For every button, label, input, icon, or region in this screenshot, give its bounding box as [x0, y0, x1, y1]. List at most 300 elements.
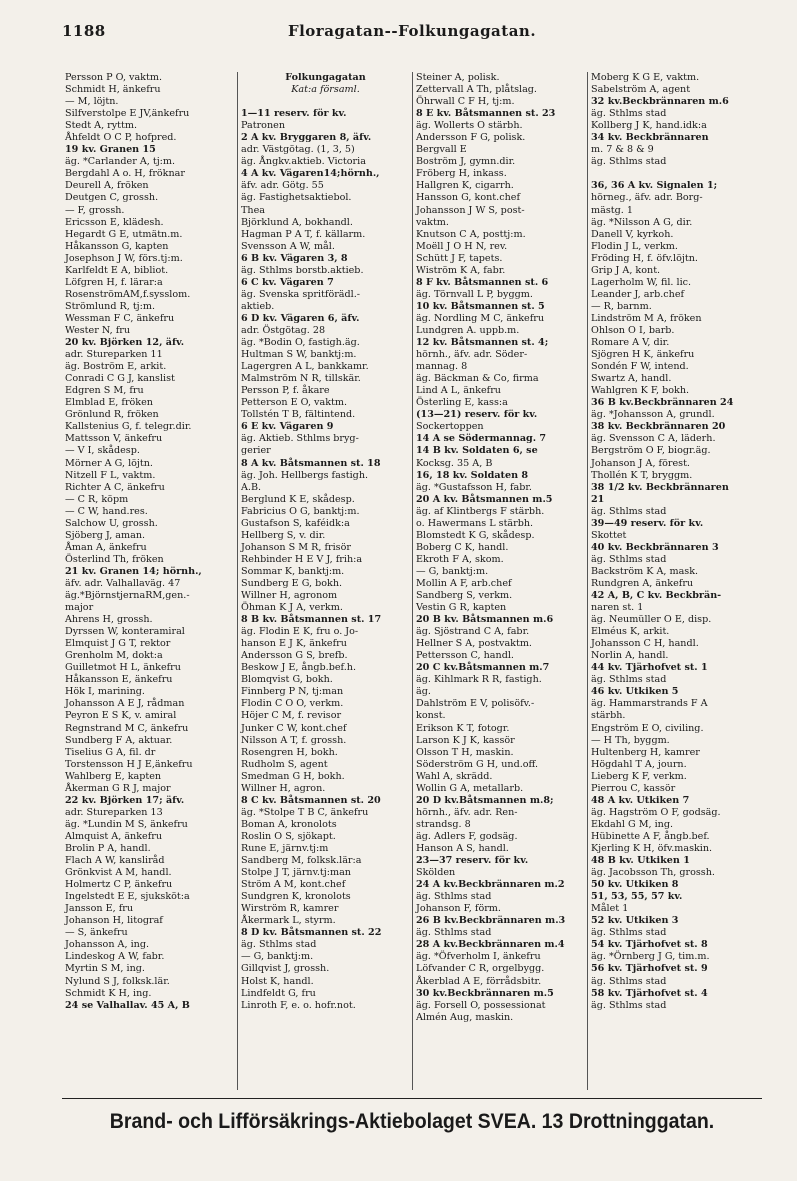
entry-line: Gillqvist J, grossh. [241, 963, 330, 975]
entry-line: Guilletmot H L, änkefru [65, 662, 181, 674]
entry-line: adr. Stureparken 11 [65, 349, 163, 361]
entry-line: Stedt A, ryttm. [65, 120, 138, 132]
entry-line: äg. Bäckman & Co, firma [416, 373, 539, 385]
entry-line: äg. *Öfverholm I, änkefru [416, 951, 541, 963]
entry-line: — F, grossh. [65, 204, 125, 216]
entry-line: 39—49 reserv. för kv. [591, 517, 704, 529]
entry-line: Lieberg K F, verkm. [591, 770, 687, 782]
entry-line: Rundgren A, änkefru [591, 577, 694, 589]
entry-line: Lagergren A L, bankkamr. [241, 361, 369, 373]
entry-line: Vestin G R, kapten [416, 602, 507, 614]
entry-line: äg. Sthlms stad [591, 927, 667, 939]
entry-line: Pierrou C, kassör [591, 782, 676, 794]
entry-line: mannag. 8 [416, 361, 468, 373]
entry-line: Almquist A, änkefru [65, 830, 163, 842]
entry-line: äg. *Örnberg J G, tim.m. [591, 951, 710, 963]
page-header [62, 22, 762, 44]
entry-line: Johanson F, förm. [416, 903, 501, 915]
entry-line: äg. Sthlms stad [416, 927, 492, 939]
entry-line: Wessman F C, änkefru [65, 312, 175, 324]
entry-line: 10 kv. Båtsmannen st. 5 [416, 300, 545, 312]
entry-line: Sandberg M, folksk.lär:a [241, 855, 362, 867]
entry-line: 52 kv. Utkiken 3 [591, 915, 679, 927]
entry-line: äg. Kihlmark R R, fastigh. [416, 674, 542, 686]
entry-line: Nylund S J, folksk.lär. [65, 975, 170, 987]
entry-line: Söderström G H, und.off. [416, 758, 539, 770]
entry-line: Romare A V, dir. [591, 337, 670, 349]
entry-line: Sjöberg J, aman. [65, 529, 146, 541]
entry-line: Berglund K E, skådesp. [241, 493, 355, 505]
entry-line: Sockertoppen [416, 421, 484, 433]
entry-line: 8 F kv. Båtsmannen st. 6 [416, 276, 549, 288]
entry-line: Edgren S M, fru [65, 385, 144, 397]
footer-rule [62, 1098, 762, 1099]
entry-line: Johanson S M R, frisör [241, 541, 351, 553]
entry-line: Löfvander C R, orgelbygg. [416, 963, 545, 975]
entry-line: äg. Sthlms stad [591, 674, 667, 686]
entry-line: 20 A kv. Båtsmannen m.5 [416, 493, 553, 505]
entry-line: Deutgen C, grossh. [65, 192, 159, 204]
entry-line: Johansson C H, handl. [591, 638, 699, 650]
entry-line: Peyron E S K, v. amiral [65, 710, 177, 722]
entry-line: Brolin P A, handl. [65, 843, 151, 854]
entry-line: Almén Aug, maskin. [416, 1011, 514, 1023]
entry-line: Schmidt H, änkefru [65, 84, 161, 96]
entry-line: vaktm. [416, 216, 449, 228]
entry-line: 20 C kv.Båtsmannen m.7 [416, 662, 550, 674]
entry-line: Salchow U, grossh. [65, 517, 158, 529]
entry-line: Hansson G, kont.chef [416, 192, 520, 204]
entry-line: Elmblad E, fröken [65, 397, 153, 409]
entry-line: Andersson G S, brefb. [241, 650, 348, 662]
entry-line: Björklund A, bokhandl. [241, 216, 353, 228]
entry-line: Folkungagatan [285, 72, 366, 83]
entry-line: Karlfeldt E A, bibliot. [65, 264, 169, 276]
column-2 [237, 72, 412, 1090]
entry-line: gerier [241, 445, 271, 457]
entry-line: 6 C kv. Vägaren 7 [241, 276, 334, 288]
entry-line: aktieb. [241, 300, 275, 312]
entry-line: Smedman G H, bokh. [241, 770, 345, 782]
entry-line: 32 kv.Beckbrännaren m.6 [591, 96, 729, 108]
entry-line: Willner H, agron. [241, 782, 326, 794]
entry-line: äg. Hagström O F, godsäg. [591, 806, 721, 818]
entry-line: Nilsson A T, f. grossh. [241, 734, 347, 746]
entry-line: äg. Sthlms stad [591, 553, 667, 565]
entry-line: Linroth F, e. o. hofr.not. [241, 999, 356, 1011]
entry-line: 19 kv. Granen 15 [65, 144, 156, 156]
entry-line: Kollberg J K, hand.idk:a [591, 120, 707, 132]
entry-line: äg. Forsell O, possessionat [416, 999, 546, 1011]
entry-line: äg. *Carlander A, tj:m. [65, 156, 176, 168]
entry-line: 38 kv. Beckbrännaren 20 [591, 421, 726, 433]
entry-line: Conradi C G J, kanslist [65, 373, 175, 385]
entry-line: 44 kv. Tjärhofvet st. 1 [591, 662, 708, 674]
entry-line: m. 7 & 8 & 9 [591, 144, 654, 156]
entry-line: Rehbinder H E V J, frih:a [241, 553, 363, 565]
entry-line: Flodin C O O, verkm. [241, 698, 344, 710]
entry-line: 50 kv. Utkiken 8 [591, 879, 679, 891]
entry-line: Olsson T H, maskin. [416, 746, 514, 758]
entry-line: Österlind Th, fröken [65, 553, 164, 565]
entry-line: Johansson A, ing. [65, 939, 150, 951]
entry-line: äg. Sjöstrand C A, fabr. [416, 626, 530, 638]
entry-line: hörneg., äfv. adr. Borg- [591, 192, 703, 204]
entry-line [591, 168, 760, 180]
entry-line: Leander J, arb.chef [591, 288, 685, 300]
entry-line: Bergström O F, biogr.äg. [591, 445, 711, 457]
entry-line: hörnh., äfv. adr. Söder- [416, 349, 528, 361]
entry-line: 26 B kv.Beckbrännaren m.3 [416, 915, 566, 927]
entry-line: Dahlström E V, polisöfv.- [416, 698, 535, 710]
entry-line: Boberg C K, handl. [416, 541, 509, 553]
entry-line: Bergdahl A o. H, fröknar [65, 168, 185, 180]
entry-line: äg. Sthlms stad [416, 891, 492, 903]
entry-line: Boman A, kronolots [241, 818, 337, 830]
entry-line: Wahlgren K F, bokh. [591, 385, 690, 397]
entry-line: Blomstedt K G, skådesp. [416, 529, 535, 541]
entry-line: äfv. adr. Valhallaväg. 47 [65, 577, 181, 589]
entry-line: 6 E kv. Vägaren 9 [241, 421, 334, 433]
entry-line: äg. Sthlms stad [591, 999, 667, 1011]
entry-line: Elmquist J G T, rektor [65, 638, 171, 650]
entry-line: Thea [241, 204, 265, 216]
entry-line: Johansson A E J, rådman [65, 698, 185, 710]
entry-line: Nitzell F L, vaktm. [65, 469, 156, 481]
entry-line: Hegardt G E, utmätn.m. [65, 228, 183, 240]
entry-line: Ahrens H, grossh. [65, 614, 153, 626]
entry-line: äg. Flodin E K, fru o. Jo- [241, 626, 359, 638]
entry-line: Lagerholm W, fil. lic. [591, 276, 692, 288]
entry-line: äfv. adr. Götg. 55 [241, 180, 324, 192]
entry-line: 46 kv. Utkiken 5 [591, 686, 679, 698]
entry-line: Petterson E O, vaktm. [241, 397, 348, 409]
entry-line: Sommar K, banktj:m. [241, 565, 345, 577]
entry-line: äg. Sthlms borstb.aktieb. [241, 264, 364, 276]
entry-line: 1—11 reserv. för kv. [241, 108, 347, 120]
entry-line: Roslin O S, sjökapt. [241, 830, 336, 842]
entry-line: Hultman S W, banktj:m. [241, 349, 357, 361]
entry-line: 14 B kv. Soldaten 6, se [416, 445, 538, 457]
entry-line: 23—37 reserv. för kv. [416, 855, 529, 867]
entry-line: Schütt J F, tapets. [416, 252, 503, 264]
entry-line: o. Hawermans L stärbh. [416, 517, 534, 529]
entry-line: Mörner A G, löjtn. [65, 457, 153, 469]
entry-line: Elméus K, arkit. [591, 626, 670, 638]
entry-line: Målet 1 [591, 903, 629, 915]
entry-line: Engström E O, civiling. [591, 722, 704, 734]
entry-line: 24 se Valhallav. 45 A, B [65, 999, 190, 1011]
entry-line: äg. Sthlms stad [591, 156, 667, 168]
entry-line: Hultenberg H, kamrer [591, 746, 700, 758]
entry-line: 12 kv. Båtsmannen st. 4; [416, 337, 549, 349]
entry-line: Lind A L, änkefru [416, 385, 501, 397]
entry-line: Grenholm M, dokt:a [65, 650, 163, 662]
entry-line: 21 [591, 493, 605, 505]
entry-line: Flodin J L, verkm. [591, 240, 678, 252]
entry-line: Tollstén T B, fältintend. [241, 409, 356, 421]
entry-line: Rosengren H, bokh. [241, 746, 338, 758]
entry-line: äg. Fastighetsaktiebol. [241, 192, 352, 204]
entry-line: Stolpe J T, järnv.tj:man [241, 867, 351, 879]
entry-line: Hellberg S, v. dir. [241, 529, 326, 541]
entry-line: — G, banktj:m. [241, 951, 314, 963]
entry-line: äg. Sthlms stad [241, 939, 317, 951]
entry-line: Regnstrand M C, änkefru [65, 722, 189, 734]
entry-line: Persson P O, vaktm. [65, 72, 163, 83]
entry-line: Grönkvist A M, handl. [65, 867, 172, 879]
entry-line: Knutson C A, posttj:m. [416, 228, 526, 240]
entry-line: Skölden [416, 867, 456, 879]
entry-line: Wahl A, skrädd. [416, 770, 493, 782]
entry-line: Fröberg H, inkass. [416, 168, 507, 180]
entry-line: adr. Stureparken 13 [65, 806, 163, 818]
entry-line: Lundgren A. uppb.m. [416, 324, 520, 336]
entry-line: Moëll J O H N, rev. [416, 240, 508, 252]
entry-line: Ericsson E, klädesh. [65, 216, 164, 228]
entry-line: Grönlund R, fröken [65, 409, 159, 421]
entry-line: naren st. 1 [591, 602, 644, 614]
entry-line: Wahlberg E, kapten [65, 770, 162, 782]
entry-line: Höjer C M, f. revisor [241, 710, 342, 722]
entry-line: Danell V, kyrkoh. [591, 228, 674, 240]
entry-line: 8 A kv. Båtsmannen st. 18 [241, 457, 381, 469]
entry-line [241, 96, 410, 108]
column-3 [412, 72, 587, 1090]
entry-line: Steiner A, polisk. [416, 72, 500, 83]
entry-line: — R, barnm. [591, 300, 652, 312]
entry-line: Hallgren K, cigarrh. [416, 180, 514, 192]
entry-line: — S, änkefru [65, 927, 128, 939]
entry-line: Bergvall E [416, 144, 467, 156]
entry-line: Sjögren H K, änkefru [591, 349, 695, 361]
entry-line: 8 E kv. Båtsmannen st. 23 [416, 108, 556, 120]
entry-line: Ström A M, kont.chef [241, 879, 346, 891]
entry-line: äg. Sthlms stad [591, 975, 667, 987]
entry-line: 40 kv. Beckbrännaren 3 [591, 541, 719, 553]
entry-line: äg. Svenska spritförädl.- [241, 288, 361, 300]
entry-line: Sondén F W, intend. [591, 361, 689, 373]
entry-line: Holmertz C P, änkefru [65, 879, 173, 891]
entry-line: äg. Hammarstrands F A [591, 698, 708, 710]
entry-line: 48 B kv. Utkiken 1 [591, 855, 690, 867]
entry-line: Tiselius G A, fil. dr [65, 746, 156, 758]
entry-line: Josephson J W, förs.tj:m. [65, 252, 183, 264]
entry-line: Patronen [241, 120, 285, 132]
entry-line: 28 A kv.Beckbrännaren m.4 [416, 939, 565, 951]
entry-line: 54 kv. Tjärhofvet st. 8 [591, 939, 708, 951]
entry-line: 48 A kv. Utkiken 7 [591, 794, 690, 806]
entry-line: Åkerman G R J, major [65, 782, 171, 794]
entry-line: Boström J, gymn.dir. [416, 156, 516, 168]
entry-line: — G, banktj:m. [416, 565, 489, 577]
entry-line: mästg. 1 [591, 204, 633, 216]
entry-line: Åman A, änkefru [65, 541, 147, 553]
entry-line: Backström K A, mask. [591, 565, 699, 577]
entry-line: Hellner S A, postvaktm. [416, 638, 532, 650]
entry-line: Löfgren H, f. lärar:a [65, 276, 163, 288]
entry-line: konst. [416, 710, 446, 722]
entry-line: äg. Sthlms stad [591, 505, 667, 517]
entry-line: 30 kv.Beckbrännaren m.5 [416, 987, 554, 999]
entry-line: Mollin A F, arb.chef [416, 577, 512, 589]
entry-line: Deurell A, fröken [65, 180, 149, 192]
entry-line: äg. *Lundin M S, änkefru [65, 818, 188, 830]
entry-line: Andersson F G, polisk. [416, 132, 526, 144]
entry-line: 8 D kv. Båtsmannen st. 22 [241, 927, 382, 939]
entry-line: Thollén K T, bryggm. [591, 469, 693, 481]
column-1 [62, 72, 237, 1090]
entry-line: Jansson E, fru [65, 903, 134, 915]
entry-line: Sundberg E G, bokh. [241, 577, 343, 589]
entry-line: Hübinette A F, ångb.bef. [591, 830, 710, 842]
entry-line: Persson P, f. åkare [241, 385, 330, 397]
entry-line: — H Th, byggm. [591, 734, 670, 746]
entry-line: 56 kv. Tjärhofvet st. 9 [591, 963, 708, 975]
entry-line: A.B. [241, 481, 262, 493]
footer-advertisement: Brand- och Lifförsäkrings-Aktiebolaget SVEA. 13 Drottninggatan. [109, 1110, 715, 1133]
entry-line: — C W, hand.res. [65, 505, 148, 517]
entry-line: 6 D kv. Vägaren 6, äfv. [241, 312, 360, 324]
entry-line: Larson K J K, kassör [416, 734, 515, 746]
entry-line: Silfverstolpe E JV,änkefru [65, 108, 190, 120]
entry-line: Österling E, kass:a [416, 397, 508, 409]
entry-line: Pettersson C, handl. [416, 650, 514, 662]
entry-line: Johanson J A, förest. [591, 457, 690, 469]
entry-line: Lindeskog A W, fabr. [65, 951, 165, 963]
entry-line: 8 C kv. Båtsmannen st. 20 [241, 794, 381, 806]
entry-line: äg. Nordling M C, änkefru [416, 312, 545, 324]
entry-line: Moberg K G E, vaktm. [591, 72, 700, 83]
entry-line: äg. Ångkv.aktieb. Victoria [241, 156, 366, 168]
entry-line: 20 B kv. Båtsmannen m.6 [416, 614, 554, 626]
entry-line: äg. *Gustafsson H, fabr. [416, 481, 532, 493]
entry-line: äg. Svensson C A, läderh. [591, 433, 716, 445]
entry-line: Håkansson G, kapten [65, 240, 169, 252]
entry-line: Torstensson H J E,änkefru [65, 758, 193, 770]
entry-line: Ingelstedt E E, sjuksköt:a [65, 891, 190, 903]
entry-line: äg. Adlers F, godsäg. [416, 830, 518, 842]
entry-line: Wiström K A, fabr. [416, 264, 506, 276]
entry-line: 42 A, B, C kv. Beckbrän- [591, 590, 722, 602]
entry-line: Zettervall A Th, plåtslag. [416, 84, 537, 96]
entry-line: hörnh., äfv. adr. Ren- [416, 806, 518, 818]
directory-columns [62, 72, 762, 1090]
entry-line: Åkermark L, styrm. [241, 915, 336, 927]
entry-line: Skottet [591, 529, 627, 541]
entry-line: äg. [416, 686, 431, 698]
entry-line: äg. *Stolpe T B C, änkefru [241, 806, 369, 818]
entry-line: 20 D kv.Båtsmannen m.8; [416, 794, 554, 806]
entry-line: — V I, skådesp. [65, 445, 140, 457]
entry-line: 2 A kv. Bryggaren 8, äfv. [241, 132, 372, 144]
entry-line: Erikson K T, fotogr. [416, 722, 510, 734]
entry-line: 24 A kv.Beckbrännaren m.2 [416, 879, 565, 891]
entry-line: Blomqvist G, bokh. [241, 674, 333, 686]
entry-line: äg.*BjörnstjernaRM,gen.- [65, 590, 190, 602]
entry-line: Norlin A, handl. [591, 650, 669, 662]
entry-line: Hagman P A T, f. källarm. [241, 228, 366, 240]
entry-line: Strömlund R, tj:m. [65, 300, 156, 312]
entry-line: Johansson J W S, post- [416, 204, 525, 216]
entry-line: Sabelström A, agent [591, 84, 691, 96]
entry-line: 21 kv. Granen 14; hörnh., [65, 565, 202, 577]
entry-line: äg. Sthlms stad [591, 108, 667, 120]
entry-line: Kjerling K H, öfv.maskin. [591, 843, 713, 854]
entry-line: 58 kv. Tjärhofvet st. 4 [591, 987, 708, 999]
entry-line: Willner H, agronom [241, 590, 338, 602]
entry-line: 20 kv. Björken 12, äfv. [65, 337, 185, 349]
entry-line: Wirström R, kamrer [241, 903, 339, 915]
entry-line: äg. *Johansson A, grundl. [591, 409, 715, 421]
entry-line: Håkansson E, änkefru [65, 674, 173, 686]
entry-line: adr. Östgötag. 28 [241, 324, 326, 336]
entry-line: 16, 18 kv. Soldaten 8 [416, 469, 529, 481]
page-title: Floragatan--Folkungagatan. [287, 22, 537, 40]
entry-line: stärbh. [591, 710, 626, 722]
entry-line: Lindström M A, fröken [591, 312, 702, 324]
entry-line: (13—21) reserv. för kv. [416, 409, 538, 421]
entry-line: Öhrwall C F H, tj:m. [416, 96, 515, 108]
entry-line: äg. *Nilsson A G, dir. [591, 216, 693, 228]
entry-line: äg. Jacobsson Th, grossh. [591, 867, 715, 879]
entry-line: — M, löjtn. [65, 96, 119, 108]
entry-line: Sundgren K, kronolots [241, 891, 351, 903]
entry-line: äg. Boström E, arkit. [65, 361, 167, 373]
entry-line: 51, 53, 55, 57 kv. [591, 891, 683, 903]
entry-line: Wester N, fru [65, 324, 131, 336]
entry-line: äg. af Klintbergs F stärbh. [416, 505, 545, 517]
entry-line: hanson E J K, änkefru [241, 638, 347, 650]
entry-line: Kat:a församl. [291, 84, 360, 96]
entry-line: Gustafson S, kaféidk:a [241, 517, 350, 529]
entry-line: 38 1/2 kv. Beckbrännaren [591, 481, 729, 493]
entry-line: äg. Neumüller O E, disp. [591, 614, 712, 626]
entry-line: Hök I, marining. [65, 686, 145, 698]
entry-line: Beskow J E, ångb.bef.h. [241, 662, 357, 674]
entry-line: Junker C W, kont.chef [241, 722, 347, 734]
entry-line: Åhfeldt O C P, hofpred. [65, 132, 177, 144]
entry-line: Holst K, handl. [241, 975, 314, 987]
entry-line: Högdahl T A, journ. [591, 758, 687, 770]
entry-line: Finnberg P N, tj:man [241, 686, 344, 698]
entry-line: Öhman K J A, verkm. [241, 602, 343, 614]
entry-line: 8 B kv. Båtsmannen st. 17 [241, 614, 382, 626]
entry-line: adr. Västgötag. (1, 3, 5) [241, 144, 355, 156]
entry-line: Schmidt K H, ing. [65, 987, 152, 999]
entry-line: Myrtin S M, ing. [65, 963, 145, 975]
entry-line: Åkerblad A E, förrådsbitr. [416, 975, 542, 987]
entry-line: major [65, 602, 94, 614]
entry-line: 34 kv. Beckbrännaren [591, 132, 709, 144]
entry-line: Flach A W, kansliråd [65, 855, 165, 867]
entry-line: RosenströmAM,f.sysslom. [65, 288, 191, 300]
entry-line: Wollin G A, metallarb. [416, 782, 524, 794]
entry-line: Ohlson O I, barb. [591, 324, 675, 336]
entry-line: Ekroth F A, skom. [416, 553, 504, 565]
entry-line: Malmström N R, tillskär. [241, 373, 361, 385]
column-4 [587, 72, 762, 1090]
entry-line: 14 A se Södermannag. 7 [416, 433, 547, 445]
entry-line: 22 kv. Björken 17; äfv. [65, 794, 185, 806]
entry-line: 36 B kv.Beckbrännaren 24 [591, 397, 734, 409]
entry-line: Richter A C, änkefru [65, 481, 165, 493]
entry-line: 36, 36 A kv. Signalen 1; [591, 180, 718, 192]
entry-line: Svensson A W, mål. [241, 240, 335, 252]
entry-line: — C R, köpm [65, 493, 129, 505]
entry-line: Sundberg F A, aktuar. [65, 734, 173, 746]
entry-line: äg. Törnvall L P, byggm. [416, 288, 533, 300]
